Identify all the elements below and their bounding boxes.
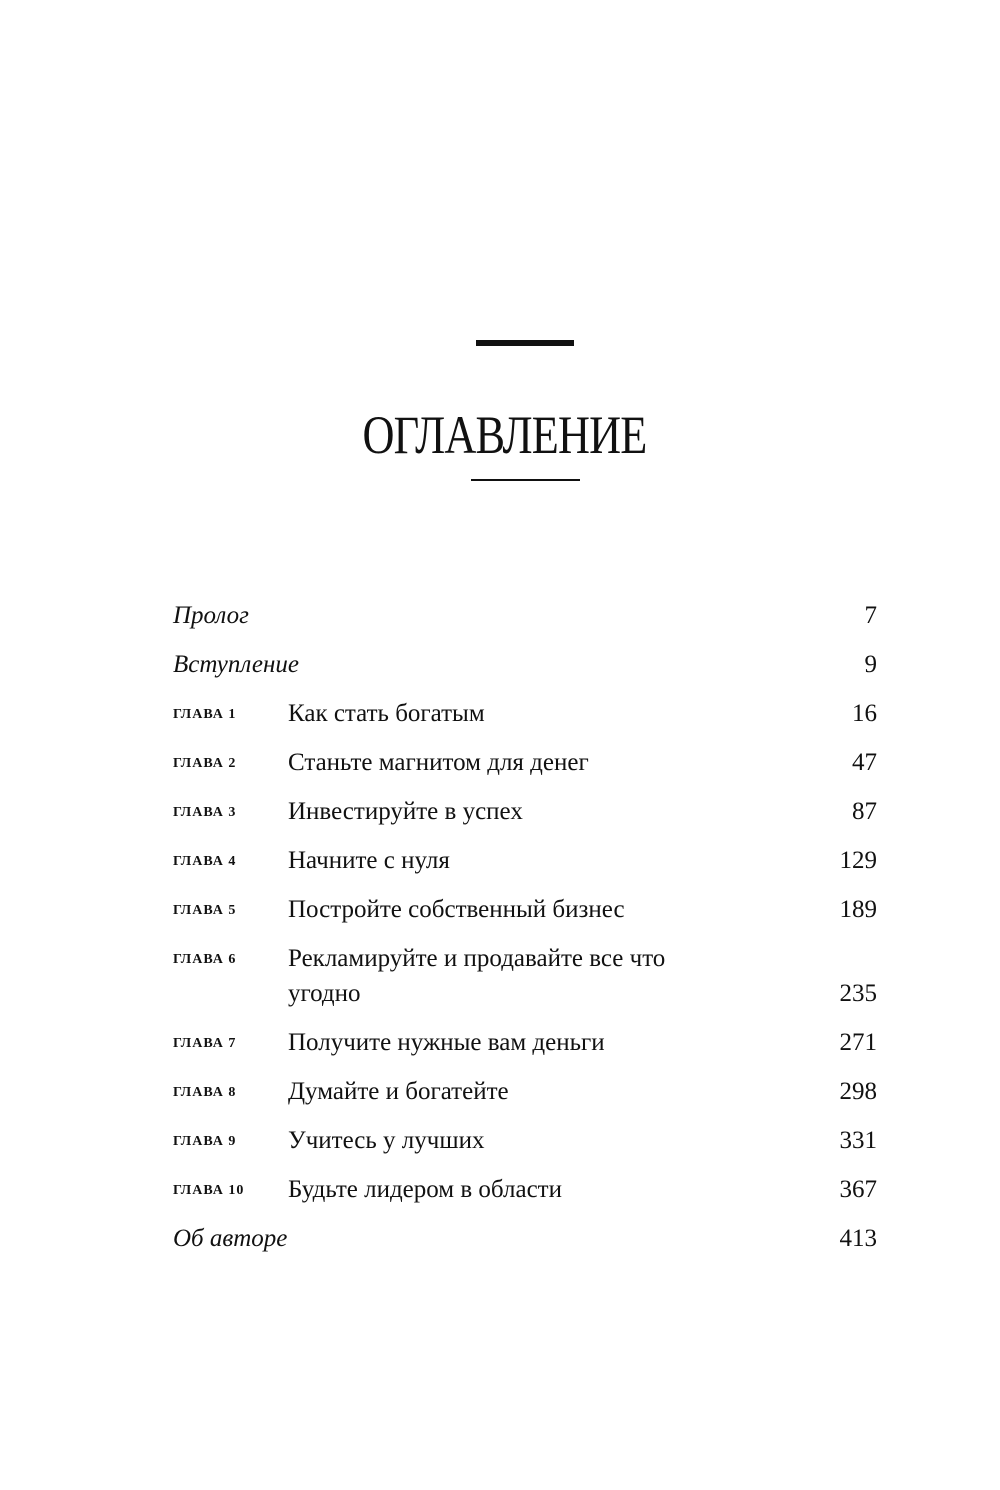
chapter-number: ГЛАВА 1 (173, 707, 237, 722)
chapter-number: ГЛАВА 9 (173, 1134, 237, 1149)
toc-entry-title: Будьте лидером в области (288, 1176, 562, 1203)
toc-entry-chapter-2[interactable] (173, 745, 877, 794)
toc-entry-title: Постройте собственный бизнес (288, 896, 625, 923)
chapter-number: ГЛАВА 7 (173, 1036, 237, 1051)
chapter-number: ГЛАВА 3 (173, 805, 237, 820)
toc-entry-chapter-3[interactable] (173, 794, 877, 843)
toc-entry-introduction[interactable] (173, 647, 877, 696)
toc-entry-page: 7 (864, 602, 877, 629)
toc-entry-page: 9 (864, 651, 877, 678)
toc-entry-title: Получите нужные вам деньги (288, 1029, 605, 1056)
table-of-contents (173, 598, 877, 1270)
toc-entry-title: Станьте магнитом для денег (288, 749, 589, 776)
chapter-number: ГЛАВА 10 (173, 1183, 245, 1198)
chapter-number: ГЛАВА 8 (173, 1085, 237, 1100)
toc-entry-chapter-7[interactable] (173, 1025, 877, 1074)
top-decorative-rule (476, 340, 574, 346)
toc-entry-title: Вступление (173, 651, 300, 678)
toc-entry-title: Инвестируйте в успех (288, 798, 523, 825)
toc-entry-page: 16 (852, 700, 877, 727)
toc-entry-chapter-10[interactable] (173, 1172, 877, 1221)
toc-entry-page: 47 (852, 749, 877, 776)
toc-entry-page: 298 (839, 1078, 877, 1105)
toc-entry-page: 413 (839, 1225, 877, 1252)
toc-entry-title: Как стать богатым (288, 700, 485, 727)
toc-entry-page: 129 (839, 847, 877, 874)
toc-entry-title: Думайте и богатейте (288, 1078, 509, 1105)
page-title: ОГЛАВЛЕНИЕ (362, 405, 647, 465)
toc-entry-chapter-4[interactable] (173, 843, 877, 892)
toc-entry-page: 271 (839, 1029, 877, 1056)
chapter-number: ГЛАВА 5 (173, 903, 237, 918)
chapter-number: ГЛАВА 6 (173, 952, 237, 967)
toc-entry-chapter-6[interactable] (173, 941, 877, 1025)
toc-entry-title: Начните с нуля (288, 847, 450, 874)
toc-entry-chapter-8[interactable] (173, 1074, 877, 1123)
toc-entry-prologue[interactable] (173, 598, 877, 647)
chapter-number: ГЛАВА 2 (173, 756, 237, 771)
toc-entry-page: 189 (839, 896, 877, 923)
toc-entry-title: Об авторе (173, 1225, 288, 1252)
toc-entry-chapter-1[interactable] (173, 696, 877, 745)
toc-entry-title: Учитесь у лучших (288, 1127, 485, 1154)
toc-entry-title: Пролог (173, 602, 249, 629)
toc-entry-title: Рекламируйте и продавайте все что угодно (288, 945, 666, 1007)
toc-entry-page: 235 (839, 980, 877, 1007)
toc-entry-chapter-9[interactable] (173, 1123, 877, 1172)
title-underline (471, 479, 580, 481)
toc-entry-chapter-5[interactable] (173, 892, 877, 941)
toc-entry-about-author[interactable] (173, 1221, 877, 1270)
chapter-number: ГЛАВА 4 (173, 854, 237, 869)
toc-entry-page: 87 (852, 798, 877, 825)
toc-entry-page: 367 (839, 1176, 877, 1203)
toc-entry-page: 331 (839, 1127, 877, 1154)
